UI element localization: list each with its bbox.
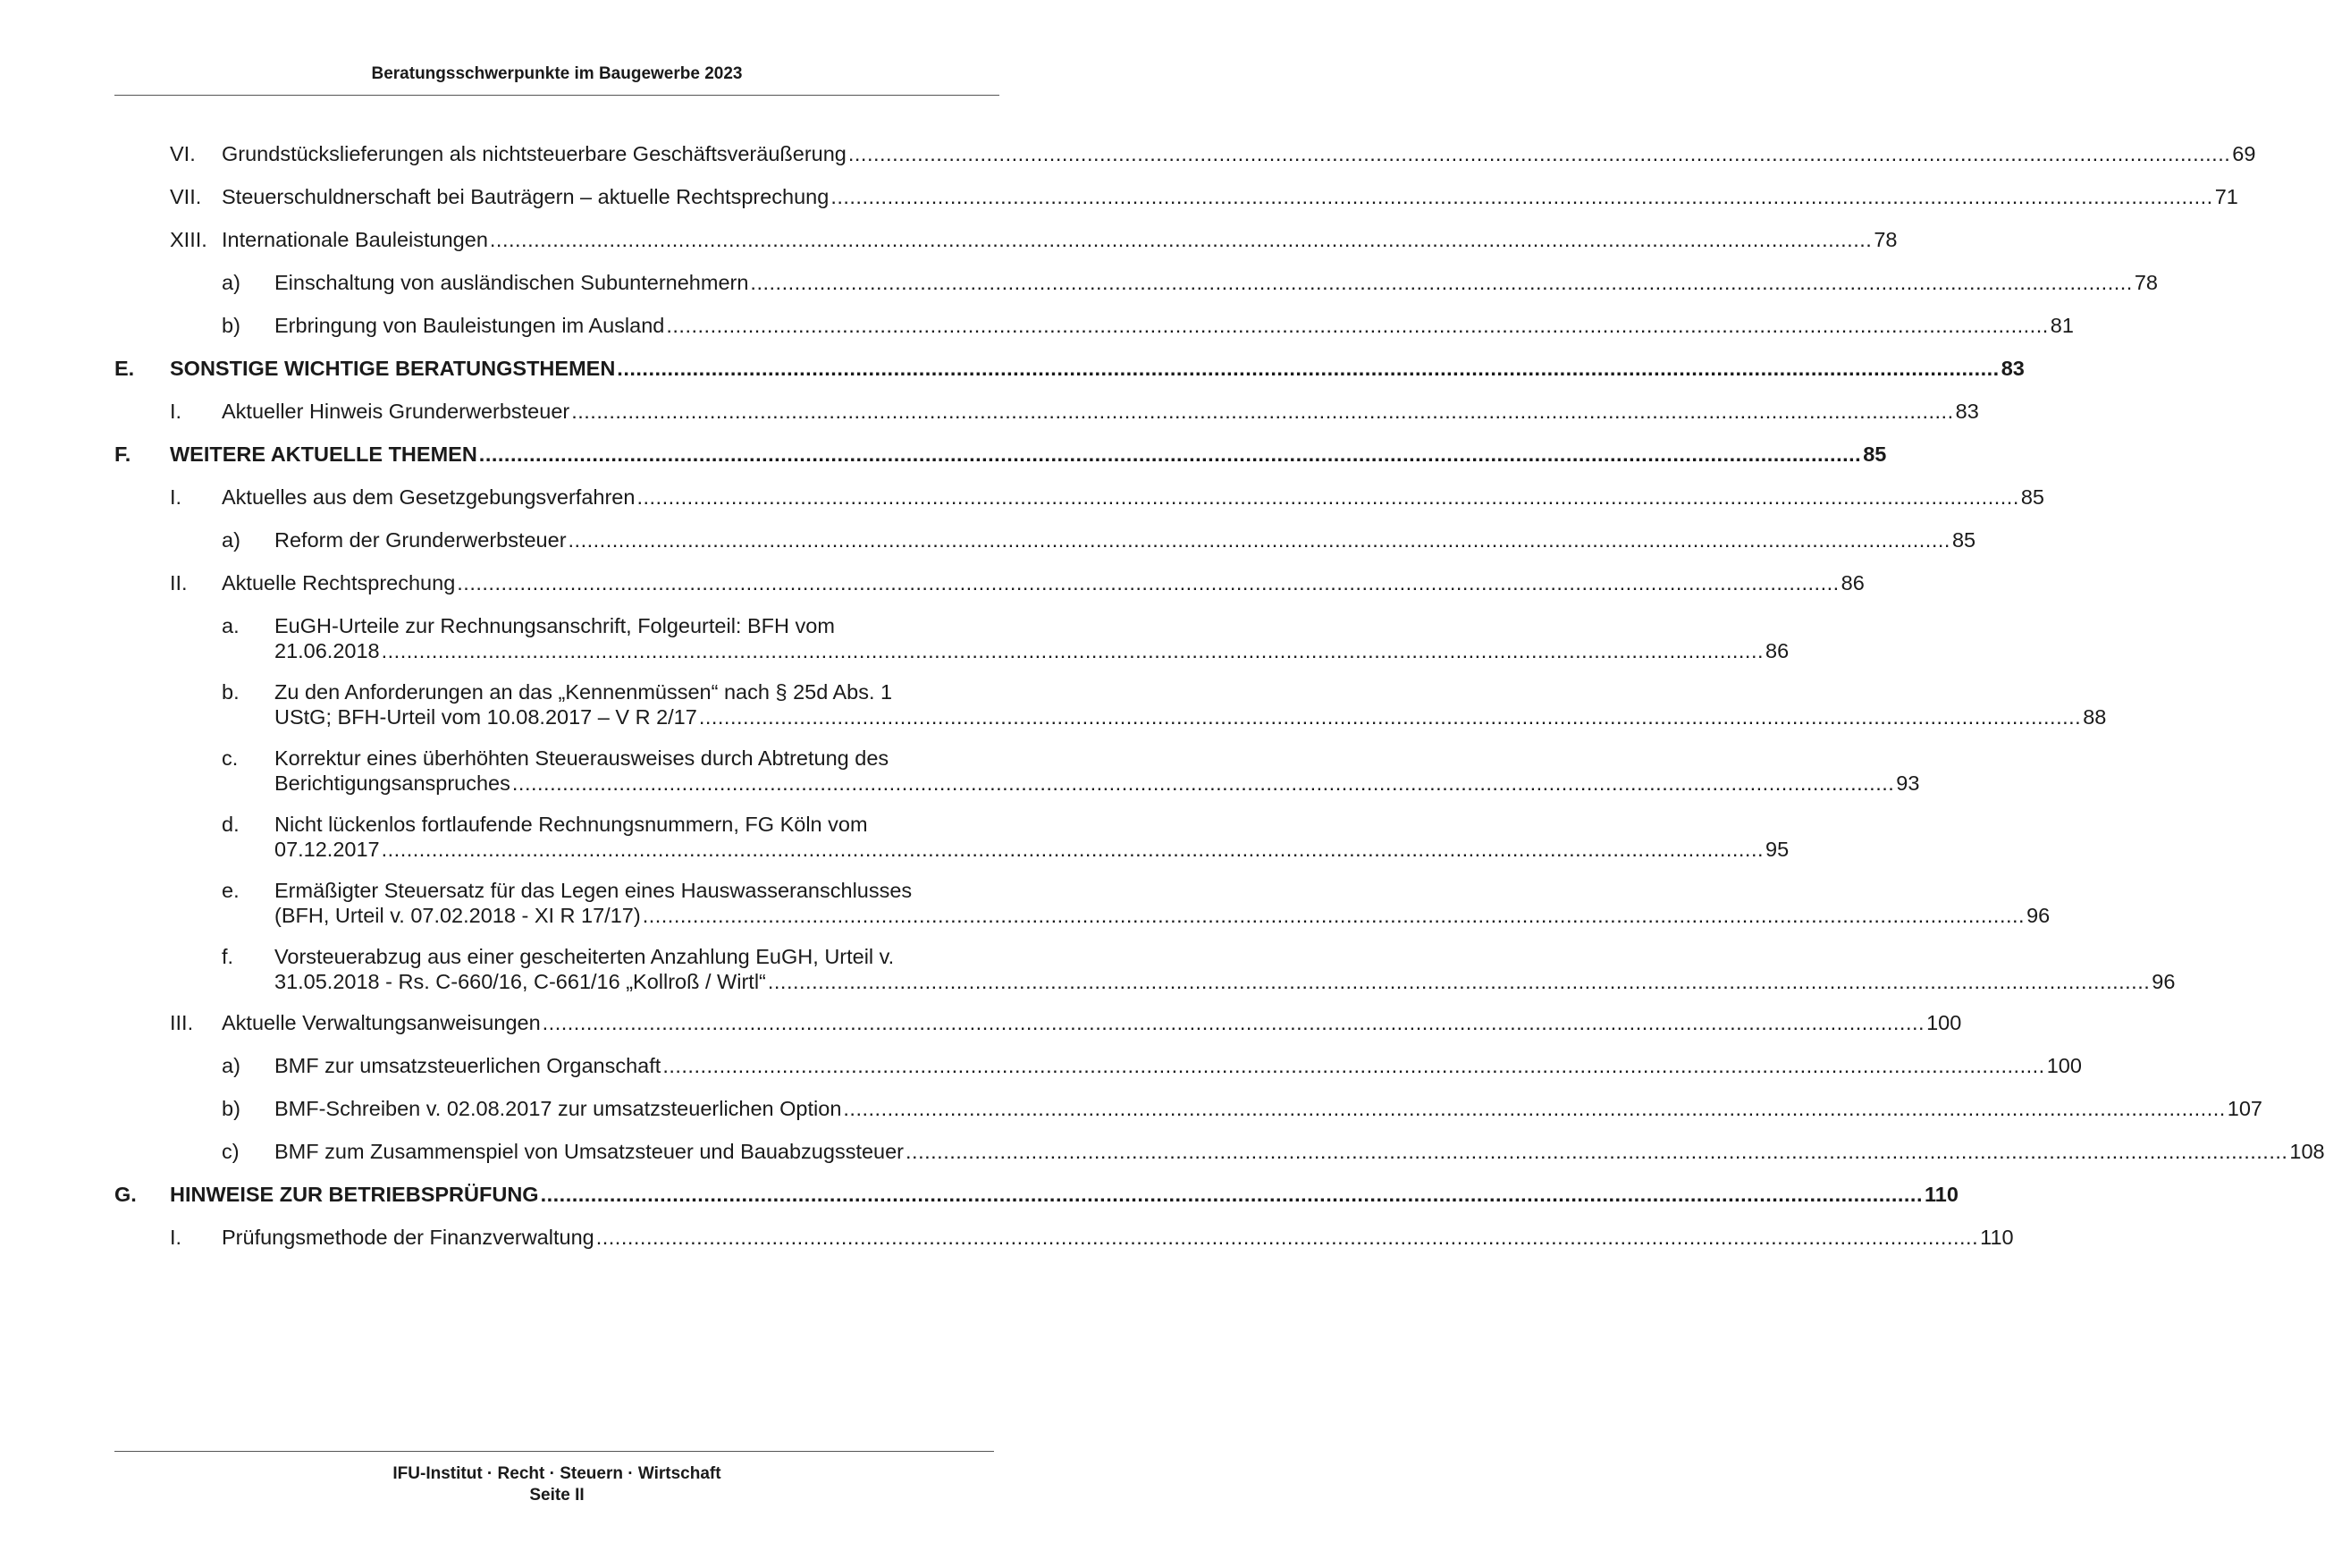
toc-page-number: 107 [2227, 1097, 2263, 1120]
toc-entry-number: VI. [170, 142, 196, 165]
toc-page-number: 86 [1765, 639, 1790, 662]
toc-entry-number: a) [222, 1054, 240, 1077]
toc-entry-number: f. [222, 945, 234, 968]
toc-page-number: 69 [2232, 142, 2256, 165]
toc-entry-number: I. [170, 400, 182, 423]
toc-entry-title: Einschaltung von ausländischen Subunternehmern [274, 271, 749, 294]
toc-entry-title-line: Vorsteuerabzug aus einer gescheiterten Anzahlung EuGH, Urteil v. [274, 945, 895, 968]
toc-page-number: 83 [2001, 357, 2025, 380]
toc-entry-title: BMF-Schreiben v. 02.08.2017 zur umsatzsteuerlichen Option [274, 1097, 842, 1120]
toc-entry-number: I. [170, 485, 182, 509]
toc-entry-title: Aktuelle Rechtsprechung [222, 571, 456, 594]
toc-entry-title: Reform der Grunderwerbsteuer [274, 528, 567, 552]
toc-entry-title: Aktuelles aus dem Gesetzgebungsverfahren [222, 485, 636, 509]
toc-page-number: 110 [1980, 1226, 2014, 1249]
toc-entry-number: III. [170, 1011, 194, 1034]
page-header-title: Beratungsschwerpunkte im Baugewerbe 2023 [371, 64, 743, 83]
toc-page-number: 85 [2020, 485, 2044, 509]
toc-entry-number: d. [222, 813, 240, 836]
footer-page-label: Seite II [529, 1486, 585, 1505]
toc-dot-leader: ............................................................................................................................................................................................................................ [843, 1097, 2226, 1120]
toc-entry-title: 21.06.2018 [274, 639, 380, 662]
toc-entry-title: Erbringung von Bauleistungen im Ausland [274, 314, 665, 337]
toc-page-number: 85 [1951, 528, 1976, 552]
header-divider [114, 95, 999, 96]
toc-entry-title: Aktuelle Verwaltungsanweisungen [222, 1011, 541, 1034]
toc-dot-leader: ............................................................................................................................................................................................................................ [767, 970, 2151, 993]
toc-entry-title-line: Zu den Anforderungen an das „Kennenmüssen“ nach § 25d Abs. 1 [274, 680, 893, 704]
toc-dot-leader: ............................................................................................................................................................................................................................ [457, 571, 1840, 594]
toc-dot-leader: ............................................................................................................................................................................................................................ [511, 771, 1895, 795]
toc-page-number: 81 [2050, 314, 2074, 337]
toc-entry-title-line: Korrektur eines überhöhten Steuerausweises durch Abtretung des [274, 746, 889, 770]
toc-dot-leader: ............................................................................................................................................................................................................................ [906, 1140, 2288, 1163]
toc-dot-leader: ............................................................................................................................................................................................................................ [830, 185, 2213, 208]
toc-page-number: 78 [2134, 271, 2158, 294]
toc-entry-title: SONSTIGE WICHTIGE BERATUNGSTHEMEN [170, 357, 616, 380]
toc-dot-leader: ............................................................................................................................................................................................................................ [617, 357, 2000, 380]
footer-divider [114, 1451, 994, 1452]
toc-entry-number: XIII. [170, 228, 207, 251]
toc-entry-number: E. [114, 357, 135, 380]
toc-dot-leader: ............................................................................................................................................................................................................................ [381, 639, 1765, 662]
toc-entry-number: a) [222, 528, 240, 552]
toc-page-number: 78 [1874, 228, 1898, 251]
toc-page-number: 96 [2026, 904, 2051, 927]
toc-entry-number: b) [222, 1097, 240, 1120]
toc-entry-title: BMF zur umsatzsteuerlichen Organschaft [274, 1054, 661, 1077]
toc-dot-leader: ............................................................................................................................................................................................................................ [478, 443, 1862, 466]
toc-page-number: 100 [1926, 1011, 1962, 1034]
toc-page-number: 86 [1841, 571, 1865, 594]
toc-dot-leader: ............................................................................................................................................................................................................................ [540, 1183, 1923, 1206]
toc-page-number: 108 [2289, 1140, 2325, 1163]
toc-dot-leader: ............................................................................................................................................................................................................................ [642, 904, 2026, 927]
toc-page-number: 95 [1765, 838, 1790, 861]
toc-dot-leader: ............................................................................................................................................................................................................................ [662, 1054, 2045, 1077]
toc-entry-number: VII. [170, 185, 202, 208]
toc-entry-number: a) [222, 271, 240, 294]
toc-entry-number: b. [222, 680, 240, 704]
toc-entry-title: UStG; BFH-Urteil vom 10.08.2017 – V R 2/17 [274, 705, 697, 729]
toc-entry-title-line: EuGH-Urteile zur Rechnungsanschrift, Folgeurteil: BFH vom [274, 614, 835, 637]
toc-dot-leader: ............................................................................................................................................................................................................................ [847, 142, 2231, 165]
toc-entry-title: 31.05.2018 - Rs. C-660/16, C-661/16 „Kollroß / Wirtl“ [274, 970, 766, 993]
toc-page-number: 100 [2046, 1054, 2082, 1077]
toc-entry-number: II. [170, 571, 188, 594]
toc-dot-leader: ............................................................................................................................................................................................................................ [698, 705, 2082, 729]
toc-entry-title: Grundstückslieferungen als nichtsteuerbare Geschäftsveräußerung [222, 142, 847, 165]
toc-page-number: 110 [1924, 1183, 1959, 1206]
toc-dot-leader: ............................................................................................................................................................................................................................ [666, 314, 2049, 337]
toc-dot-leader: ............................................................................................................................................................................................................................ [542, 1011, 1925, 1034]
toc-dot-leader: ............................................................................................................................................................................................................................ [381, 838, 1765, 861]
toc-entry-title: WEITERE AKTUELLE THEMEN [170, 443, 477, 466]
toc-entry-title-line: Nicht lückenlos fortlaufende Rechnungsnummern, FG Köln vom [274, 813, 868, 836]
toc-dot-leader: ............................................................................................................................................................................................................................ [636, 485, 2019, 509]
toc-entry-number: I. [170, 1226, 182, 1249]
toc-entry-number: F. [114, 443, 131, 466]
toc-page-number: 83 [1955, 400, 1979, 423]
toc-page-number: 88 [2083, 705, 2107, 729]
toc-entry-title: 07.12.2017 [274, 838, 380, 861]
toc-page-number: 71 [2214, 185, 2238, 208]
toc-dot-leader: ............................................................................................................................................................................................................................ [571, 400, 1954, 423]
toc-dot-leader: ............................................................................................................................................................................................................................ [595, 1226, 1979, 1249]
toc-page-number: 93 [1896, 771, 1920, 795]
toc-dot-leader: ............................................................................................................................................................................................................................ [750, 271, 2133, 294]
toc-entry-title: Prüfungsmethode der Finanzverwaltung [222, 1226, 594, 1249]
toc-entry-number: a. [222, 614, 240, 637]
toc-entry-title: Aktueller Hinweis Grunderwerbsteuer [222, 400, 570, 423]
toc-dot-leader: ............................................................................................................................................................................................................................ [568, 528, 1950, 552]
toc-entry-number: e. [222, 879, 240, 902]
toc-entry-number: c) [222, 1140, 240, 1163]
toc-entry-number: b) [222, 314, 240, 337]
toc-dot-leader: ............................................................................................................................................................................................................................ [489, 228, 1873, 251]
toc-entry-title: HINWEISE ZUR BETRIEBSPRÜFUNG [170, 1183, 539, 1206]
toc-entry-title-line: Ermäßigter Steuersatz für das Legen eines Hauswasseranschlusses [274, 879, 913, 902]
toc-entry-title: (BFH, Urteil v. 07.02.2018 - XI R 17/17) [274, 904, 641, 927]
toc-page-number: 85 [1863, 443, 1887, 466]
toc-entry-title: Steuerschuldnerschaft bei Bauträgern – aktuelle Rechtsprechung [222, 185, 830, 208]
toc-entry-number: G. [114, 1183, 137, 1206]
toc-entry-number: c. [222, 746, 239, 770]
toc-entry-title: Internationale Bauleistungen [222, 228, 488, 251]
toc-entry-title: BMF zum Zusammenspiel von Umsatzsteuer und Bauabzugssteuer [274, 1140, 905, 1163]
toc-page-number: 96 [2152, 970, 2176, 993]
toc-entry-title: Berichtigungsanspruches [274, 771, 510, 795]
footer-institute: IFU-Institut · Recht · Steuern · Wirtschaft [392, 1464, 721, 1483]
